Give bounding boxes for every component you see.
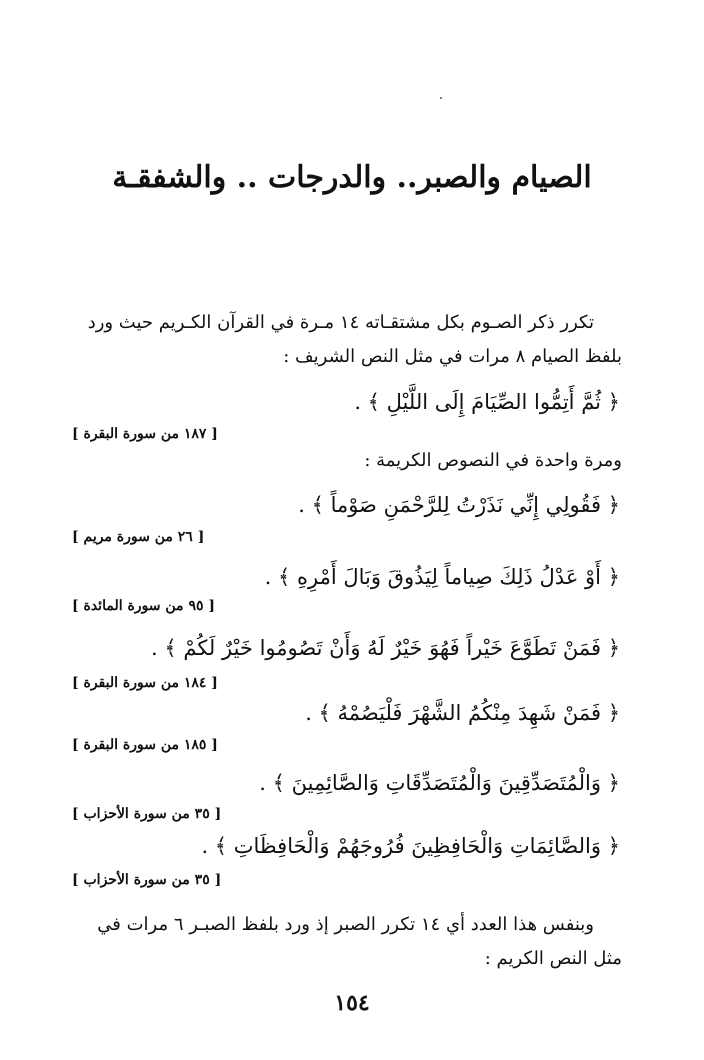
closing-line-1: وبنفس هذا العدد أي ١٤ تكرر الصبر إذ ورد بلفظ الصبـر ٦ مرات في [97, 914, 594, 935]
verse-reference-2: [ ٢٦ من سورة مريم ] [72, 529, 205, 545]
intro-line-2: بلفظ الصيام ٨ مرات في مثل النص الشريف : [283, 346, 622, 367]
quran-verse-3: ﴿ أَوْ عَدْلُ ذَلِكَ صِياماً لِيَذُوقَ وَبَالَ أَمْرِهِ ﴾ . [264, 565, 620, 589]
quran-verse-2: ﴿ فَقُولِي إِنِّي نَذَرْتُ لِلرَّحْمَنِ صَوْماً ﴾ . [298, 493, 620, 517]
scan-speck [440, 97, 442, 99]
verse-reference-1: [ ١٨٧ من سورة البقرة ] [72, 426, 218, 442]
quran-verse-5: ﴿ فَمَنْ شَهِدَ مِنْكُمُ الشَّهْرَ فَلْيَصُمْهُ ﴾ . [305, 701, 620, 725]
verse-reference-7: [ ٣٥ من سورة الأحزاب ] [72, 872, 222, 888]
verse-reference-3: [ ٩٥ من سورة المائدة ] [72, 598, 215, 614]
once-more-line: ومرة واحدة في النصوص الكريمة : [364, 450, 622, 471]
page-number: ١٥٤ [334, 990, 370, 1016]
intro-paragraph [70, 306, 622, 374]
closing-line-2: مثل النص الكريم : [484, 948, 622, 969]
verse-reference-6: [ ٣٥ من سورة الأحزاب ] [72, 806, 222, 822]
quran-verse-4: ﴿ فَمَنْ تَطَوَّعَ خَيْراً فَهُوَ خَيْرٌ لَهُ وَأَنْ تَصُومُوا خَيْرٌ لَكُمْ ﴾ . [151, 636, 620, 660]
intro-line-1: تكرر ذكر الصـوم بكل مشتقـاته ١٤ مـرة في القرآن الكـريم حيث ورد [87, 312, 594, 333]
chapter-title: الصيام والصبر.. والدرجات .. والشفقـة [112, 160, 592, 195]
quran-verse-6: ﴿ وَالْمُتَصَدِّقِينَ وَالْمُتَصَدِّقَاتِ وَالصَّائِمِينَ ﴾ . [259, 771, 620, 795]
verse-reference-4: [ ١٨٤ من سورة البقرة ] [72, 675, 218, 691]
quran-verse-1: ﴿ ثُمَّ أَتِمُّوا الصِّيَامَ إِلَى اللَّيْلِ ﴾ . [354, 390, 620, 414]
verse-reference-5: [ ١٨٥ من سورة البقرة ] [72, 737, 218, 753]
closing-paragraph [70, 908, 622, 976]
quran-verse-7: ﴿ وَالصَّائِمَاتِ وَالْحَافِظِينَ فُرُوجَهُمْ وَالْحَافِظَاتِ ﴾ . [201, 834, 620, 858]
